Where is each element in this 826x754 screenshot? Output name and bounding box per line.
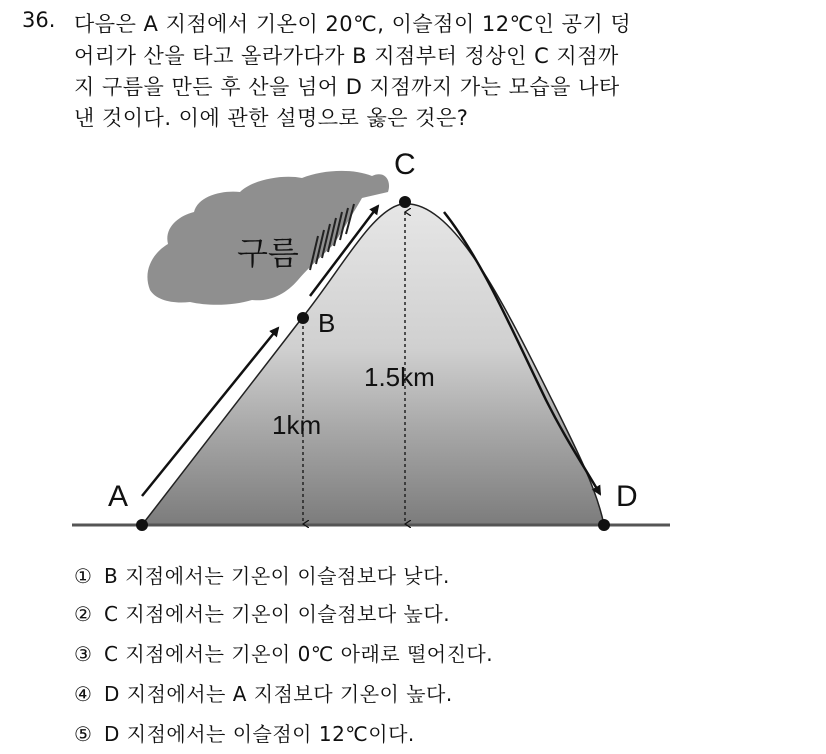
choice-1[interactable] [74,560,450,589]
point-b-dot [297,312,309,324]
point-c-dot [399,196,411,208]
point-d-label: D [616,480,638,513]
point-a-label: A [108,480,129,513]
choice-2-number: ② [74,602,93,626]
choice-4-number: ④ [74,682,93,706]
mountain-figure [72,140,672,550]
choice-1-number: ① [74,564,93,588]
choice-5-number: ⑤ [74,722,93,746]
choice-2[interactable] [74,598,450,627]
question-block [0,0,826,140]
height-label-b: 1km [272,410,322,440]
choice-5[interactable] [74,718,415,747]
point-d-dot [598,519,610,531]
cloud-label: 구름 [237,235,299,271]
point-b-label: B [318,308,336,338]
choice-5-text: D 지점에서는 이슬점이 12℃이다. [104,722,415,746]
height-label-c: 1.5km [364,362,435,392]
question-line-1: 다음은 A 지점에서 기온이 20℃, 이슬점이 12℃인 공기 덩 [74,12,632,36]
choice-3-number: ③ [74,642,93,666]
question-line-4: 낸 것이다. 이에 관한 설명으로 옳은 것은? [74,106,469,130]
question-line-3: 지 구름을 만든 후 산을 넘어 D 지점까지 가는 모습을 나타 [74,75,620,99]
choice-3[interactable] [74,638,493,667]
choice-3-text: C 지점에서는 기온이 0℃ 아래로 떨어진다. [104,642,494,666]
choice-2-text: C 지점에서는 기온이 이슬점보다 높다. [104,602,451,626]
question-line-2: 어리가 산을 타고 올라가다가 B 지점부터 정상인 C 지점까 [74,44,619,68]
mountain-diagram [72,140,672,550]
point-a-dot [136,519,148,531]
point-c-label: C [394,148,416,181]
question-number: 36. [22,8,56,32]
choice-1-text: B 지점에서는 기온이 이슬점보다 낮다. [104,564,450,588]
choice-4-text: D 지점에서는 A 지점보다 기온이 높다. [104,682,453,706]
choice-4[interactable] [74,678,453,707]
